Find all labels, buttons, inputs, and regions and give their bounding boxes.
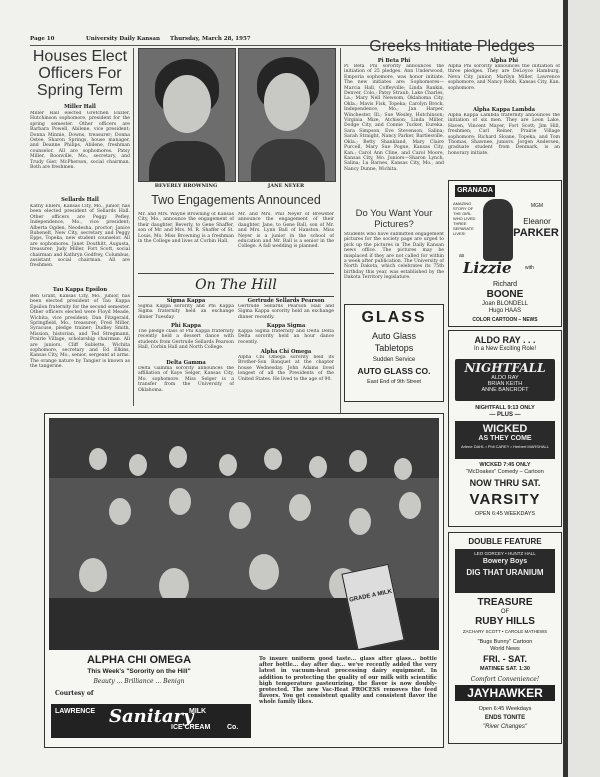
varsity-now: NOW THRU SAT. <box>469 478 541 488</box>
sorority-group-photo <box>49 418 439 650</box>
hill-sub-gsp: Gertrude Sellards Pearson <box>247 298 325 304</box>
uranium-stars: LEO GORCEY • HUNTZ HALL <box>474 551 536 556</box>
column-rule-2 <box>340 48 341 413</box>
aldo-sub: In a New Exciting Role! <box>473 346 537 352</box>
logo-sanitary: Sanitary <box>109 706 194 727</box>
engagement-browning-text: Mr. and Mrs. Wayne Browning of Kansas City, Mo., announce the engagement of their daughter, Beverly, to Gene Shaffer, son of Mr. and Mrs. M. R. Shaffer of St. Louis, Mo. Miss Browning is a freshman in the College and lives at Corbin Hall. <box>138 212 234 245</box>
column-rule-1 <box>133 48 134 406</box>
milk-ad-copy: To insure uniform good taste... glass after glass... bottle after bottle... day after day... we've recently added the very latest in vacuum-heat processing dairy equipment. In addition to protecting the quality of our milk with scientific high temperature pasteurizing, the flavor is now doubly-protected. The new Vac-Heat PROCESS removes the feed flavors. You get consistent quality and consistent flavor the whole family likes. <box>259 656 437 706</box>
hill-sub-alpha-chi: Alpha Chi Omega <box>260 349 312 355</box>
glass-company: AUTO GLASS CO. <box>357 366 431 376</box>
sanitary-logo <box>51 704 251 738</box>
treasure-title-1: TREASURE <box>477 597 533 608</box>
glass-line-auto: Auto Glass <box>371 331 417 341</box>
hill-kappa-sigma-text: Kappa Sigma fraternity and Delta Delta Delta sorority held an hour dance recently. <box>238 329 334 345</box>
nightfall-box <box>455 359 555 401</box>
varsity-cartoon: "McDoakes" Comedy – Cartoon <box>466 469 544 475</box>
nightfall-times: NIGHTFALL 9:13 ONLY <box>475 405 535 411</box>
hill-delta-gamma-text: Delta Gamma sorority announces the affiliation of Kaye Selger, Kansas City, Mo. sophomore. Miss Selger is a transfer from the University of Oklahoma. <box>138 366 234 393</box>
hill-sub-delta-gamma: Delta Gamma <box>166 360 206 366</box>
greeks-sub-pi-beta-phi: Pi Beta Phi <box>377 58 411 64</box>
jayhawker-matinee: MATINEE SAT. 1:30 <box>480 666 530 672</box>
glass-ad <box>344 304 444 402</box>
wicked-title: WICKED <box>482 423 528 435</box>
hill-gsp-text: Gertrude Sellards Pearson Hall and Sigma Kappa sorority held an exchange dinner recently. <box>238 304 334 320</box>
hill-sigma-kappa-text: Sigma Kappa sorority and Phi Kappa Sigma fraternity held an exchange dinner Tuesday. <box>138 304 234 320</box>
treasure-title-2: OF <box>500 609 510 615</box>
greeks-sub-alpha-phi: Alpha Phi <box>489 58 519 64</box>
hill-sub-phi-kappa: Phi Kappa <box>171 323 201 329</box>
logo-lawrence: LAWRENCE <box>55 708 96 715</box>
caption-beverly: BEVERLY BROWNING <box>154 183 218 189</box>
milk-ad-motto: Beauty ... Brilliance ... Benign <box>93 678 185 685</box>
granada-star1-first: Eleanor <box>523 217 551 226</box>
on-the-hill-headline: On The Hill <box>195 277 277 293</box>
logo-milk: MILK <box>189 708 207 715</box>
glass-line-tabletops: Tabletops <box>374 343 414 353</box>
nightfall-title: NIGHTFALL <box>464 361 546 375</box>
granada-star2-last: BOONE <box>486 289 524 300</box>
engagement-neyer-text: Mr. and Mrs. Phil Neyer of Brewster announce the engagement of their daughter, Jane, to Gene Ball, son of Mr. and Mrs. Lynn Ball of Hanston. Miss Neyer is a junior in the school of education and Mr. Ball is a senior in the College. A fall wedding is planned. <box>238 212 334 250</box>
milk-carton-label: GRADE A MILK <box>348 588 393 604</box>
milk-ad-sub: This Week's "Sorority on the Hill" <box>87 668 191 675</box>
granada-mgm: MGM <box>530 203 544 209</box>
jayhawker-last: "River Changes" <box>483 724 527 730</box>
jayhawker-comfort: Comfort Convenience! <box>470 676 540 683</box>
hill-phi-kappa-text: The pledge class of Phi Kappa fraternity recently held a dessert dance with students from Gertrude Sellards Pearson Hall, Corbin Hall and North College. <box>138 329 234 351</box>
treasure-title-3: RUBY HILLS <box>475 616 535 627</box>
issue-date: Thursday, March 28, 1957 <box>170 36 251 42</box>
treasure-cast: ZACHARY SCOTT • CAROLE MATHEWS <box>462 629 548 634</box>
houses-miller-text: Miller Hall elected Gretchen Enzler, Hutchinson sophomore, president for the spring semester. Other officers are Barbara Powell, Abilene, vice president; Donna Minnie, Downs, treasurer; Donna Ostee, Sharon Springs, house manager, and Deanne Philips, Abilene, freshman counselor. All are sophomores. Patsy Miller, Boonville, Mo., secretary, and Trudy Gier, McPherson, social chairman. Both are freshmen. <box>30 111 130 171</box>
houses-sub-miller: Miller Hall <box>64 104 96 110</box>
granada-theater: GRANADA <box>455 185 495 197</box>
wicked-cast: Arlene DAHL • Phil CAREY • Herbert MARSHALL <box>461 444 549 449</box>
aldo-title: ALDO RAY . . . <box>474 335 536 345</box>
page-number: Page 10 <box>30 36 55 42</box>
photo-jane-neyer <box>238 48 336 182</box>
uranium-bowery: Bowery Boys <box>482 558 528 565</box>
jayhawker-cartoon: "Bugs Bunny" Cartoon <box>477 639 533 645</box>
jayhawker-ends: ENDS TONITE <box>484 715 526 721</box>
hill-sub-kappa-sigma: Kappa Sigma <box>266 323 306 329</box>
logo-co: Co. <box>227 724 239 731</box>
jayhawker-days: FRI. - SAT. <box>483 654 527 664</box>
greeks-alpha-phi-text: Alpha Phi sorority announces the initiation of three pledges. They are DeLoyce Hamburg, Neva City junior; Marilyn Miller, Lawrence sophomore, and Nancy Robb, Kansas City, Kan. sophomore. <box>448 64 560 91</box>
nightfall-star2: BRIAN KEITH <box>487 381 523 387</box>
hill-alpha-chi-text: Alpha Chi Omega sorority held its Brother-Son Banquet at the chapter house Wednesday. John Adams lived longest of all the Presidents of the United States. He lived to the age of 90. <box>238 355 334 382</box>
glass-line-service: Sudden Service <box>372 357 416 363</box>
granada-movie-title: Lizzie <box>463 259 512 277</box>
granada-star4: Hugo HAAS <box>488 308 522 314</box>
plus-label: — PLUS — <box>489 412 521 418</box>
facing-page-strip <box>568 0 600 777</box>
pictures-text: Students who have submitted engagement pictures for the society page are urged to pick up the pictures in The Daily Kansan news office. The pictures may be misplaced if they are not called for within a week after publication. The University of North Dakota, which celebrates its 75th birthday this year, was established by the Dakota Territory legislature. <box>344 232 444 281</box>
granada-figure <box>483 199 513 261</box>
granada-star2-first: Richard <box>492 281 518 288</box>
on-the-hill-banner <box>138 273 334 297</box>
granada-star1-last: PARKER <box>513 227 559 239</box>
granada-star3: Joan BLONDELL <box>481 301 529 307</box>
uranium-box <box>455 549 555 593</box>
houses-sub-sellards: Sellards Hall <box>61 197 99 203</box>
paper-name: University Daily Kansan <box>86 36 160 42</box>
varsity-open: OPEN 6:45 WEEKDAYS <box>474 511 536 517</box>
jayhawker-theater: JAYHAWKER <box>455 685 555 701</box>
granada-footer: COLOR CARTOON – NEWS <box>472 317 538 323</box>
varsity-ad <box>448 330 562 527</box>
caption-jane: JANE NEYER <box>267 183 305 189</box>
glass-address: East End of 9th Street <box>367 379 421 385</box>
jayhawker-open: Open 6:45 Weekdays <box>478 706 532 712</box>
granada-as: as <box>459 253 465 259</box>
greeks-headline: Greeks Initiate Pledges <box>369 38 535 55</box>
granada-with: with <box>525 265 534 271</box>
wicked-title-2: AS THEY COME <box>478 435 532 442</box>
houses-tke-text: Ben Grant, Kansas City, Mo., junior, has been elected president of Tau Kappa Epsilon fraternity for the second semester. Other officers elected were Floyd Meade, Wichita, vice president; Dan Fitzgerald, Springfield, Mo., treasurer; Fred Miller, Syracuse, pledge trainer; Dudley Smith, Mission, historian, and Ted Stregmann, Prairie Village, scholarship chairman. All are juniors. Cliff Sublette, Wichita sophomore, secretary and Ed Elkins, Kansas City, Mo., senior, sergeant at arms. The orange nature by Tangier is known as the tangerine. <box>30 294 130 370</box>
greeks-sub-akl: Alpha Kappa Lambda <box>473 107 535 113</box>
wicked-times: WICKED 7:45 ONLY <box>479 462 531 468</box>
granada-ad <box>448 180 562 327</box>
nightfall-star3: ANNE BANCROFT <box>481 387 529 393</box>
engagements-headline: Two Engagements Announced <box>151 193 321 207</box>
double-feature-title: DOUBLE FEATURE <box>468 537 542 546</box>
jayhawker-news: World News <box>490 646 520 652</box>
logo-ice-cream: ICE CREAM <box>171 724 211 731</box>
hill-sub-sigma-kappa: Sigma Kappa <box>166 298 206 304</box>
houses-sellards-text: Kathy Ehlers, Kansas City, Mo., junior, has been elected president of Sellards Hall. Other officers are Peggy Pefley, Independence, Mo., vice president; Alberta Ogden, Neodesha, proctor; Janice Rubenelt, New City, secretary and Peggy Epps, Topeka, new student counselor. All are sophomores. Janet Douthitt, Augusta, treasurer; Judy Miller, Fort Scott, social chairman and Kathryn Godfrey, Columbus, assistant social chairman. All are freshmen. <box>30 204 130 269</box>
photo-beverly-browning <box>138 48 236 182</box>
milk-ad <box>44 413 444 748</box>
wicked-box <box>455 421 555 459</box>
greeks-pi-beta-phi-text: Pi Beta Phi sorority announces the initiation of 25 pledges. Ann Underwood, Emporia sophomore, was honor initiate. The new initiates are: Sophomores—Marcia Hall, Coffeyville; Linda Rankin, Denver, Colo.; Patsy Straub, Lake Charles, La.; Mary Nell Newsom, Oklahoma City, Okla.; Mavis Fisk, Topeka; Carolyn Brock, Independence, Mo.; Jan Harper, Winchester, Ill.; Sue Wesley, Hutchinson; Virginia Mize, Atchison; Linda Miller, Dodge City, and Connie Tucker, Eureka. Sara Simpson, Eve Stevenson, Salina; Sarah Straight, Nancy Parker, Bartlesville, Okla.; Betty Shankland, Mary Claire Purcell, Mary Sue Pogue, Kansas City, Kan.; Carol Ann Cline, and Carol Moore, Kansas City, Mo. Juniors—Sharon Lynch, Salina; Lu Barnes, Kansas City, Mo., and Nancy Dunne, Wichita. <box>344 64 444 172</box>
houses-headline: Houses Elect Officers For Spring Term <box>32 48 128 99</box>
nightfall-star1: ALDO RAY <box>491 375 519 381</box>
glass-title: GLASS <box>361 309 427 326</box>
varsity-theater: VARSITY <box>469 491 541 508</box>
jayhawker-ad <box>448 532 562 744</box>
milk-ad-sorority: ALPHA CHI OMEGA <box>86 654 192 666</box>
granada-tagline: AMAZING STORY OF THE GIRL WHO LIVED THREE SEPARATE LIVES! <box>453 201 476 236</box>
greeks-akl-text: Alpha Kappa Lambda fraternity announces the initiation of six men. They are Leon Lake, Haven, Vincent Mayer, Fort Scott; Jim Hill, freshmen; Carl Reiner, Prairie Village sophomore; Richard Sloane, Topeka, and Tom Thomas, Shawnee, juniors. Jorgen Andersen, graduate student from Denmark, is an honorary initiate. <box>448 113 560 156</box>
uranium-title: DIG THAT URANIUM <box>466 568 544 577</box>
milk-ad-courtesy: Courtesy of <box>55 690 94 697</box>
houses-sub-tke: Tau Kappa Epsilon <box>52 287 108 293</box>
pictures-headline: Do You Want Your Pictures? <box>355 208 433 230</box>
